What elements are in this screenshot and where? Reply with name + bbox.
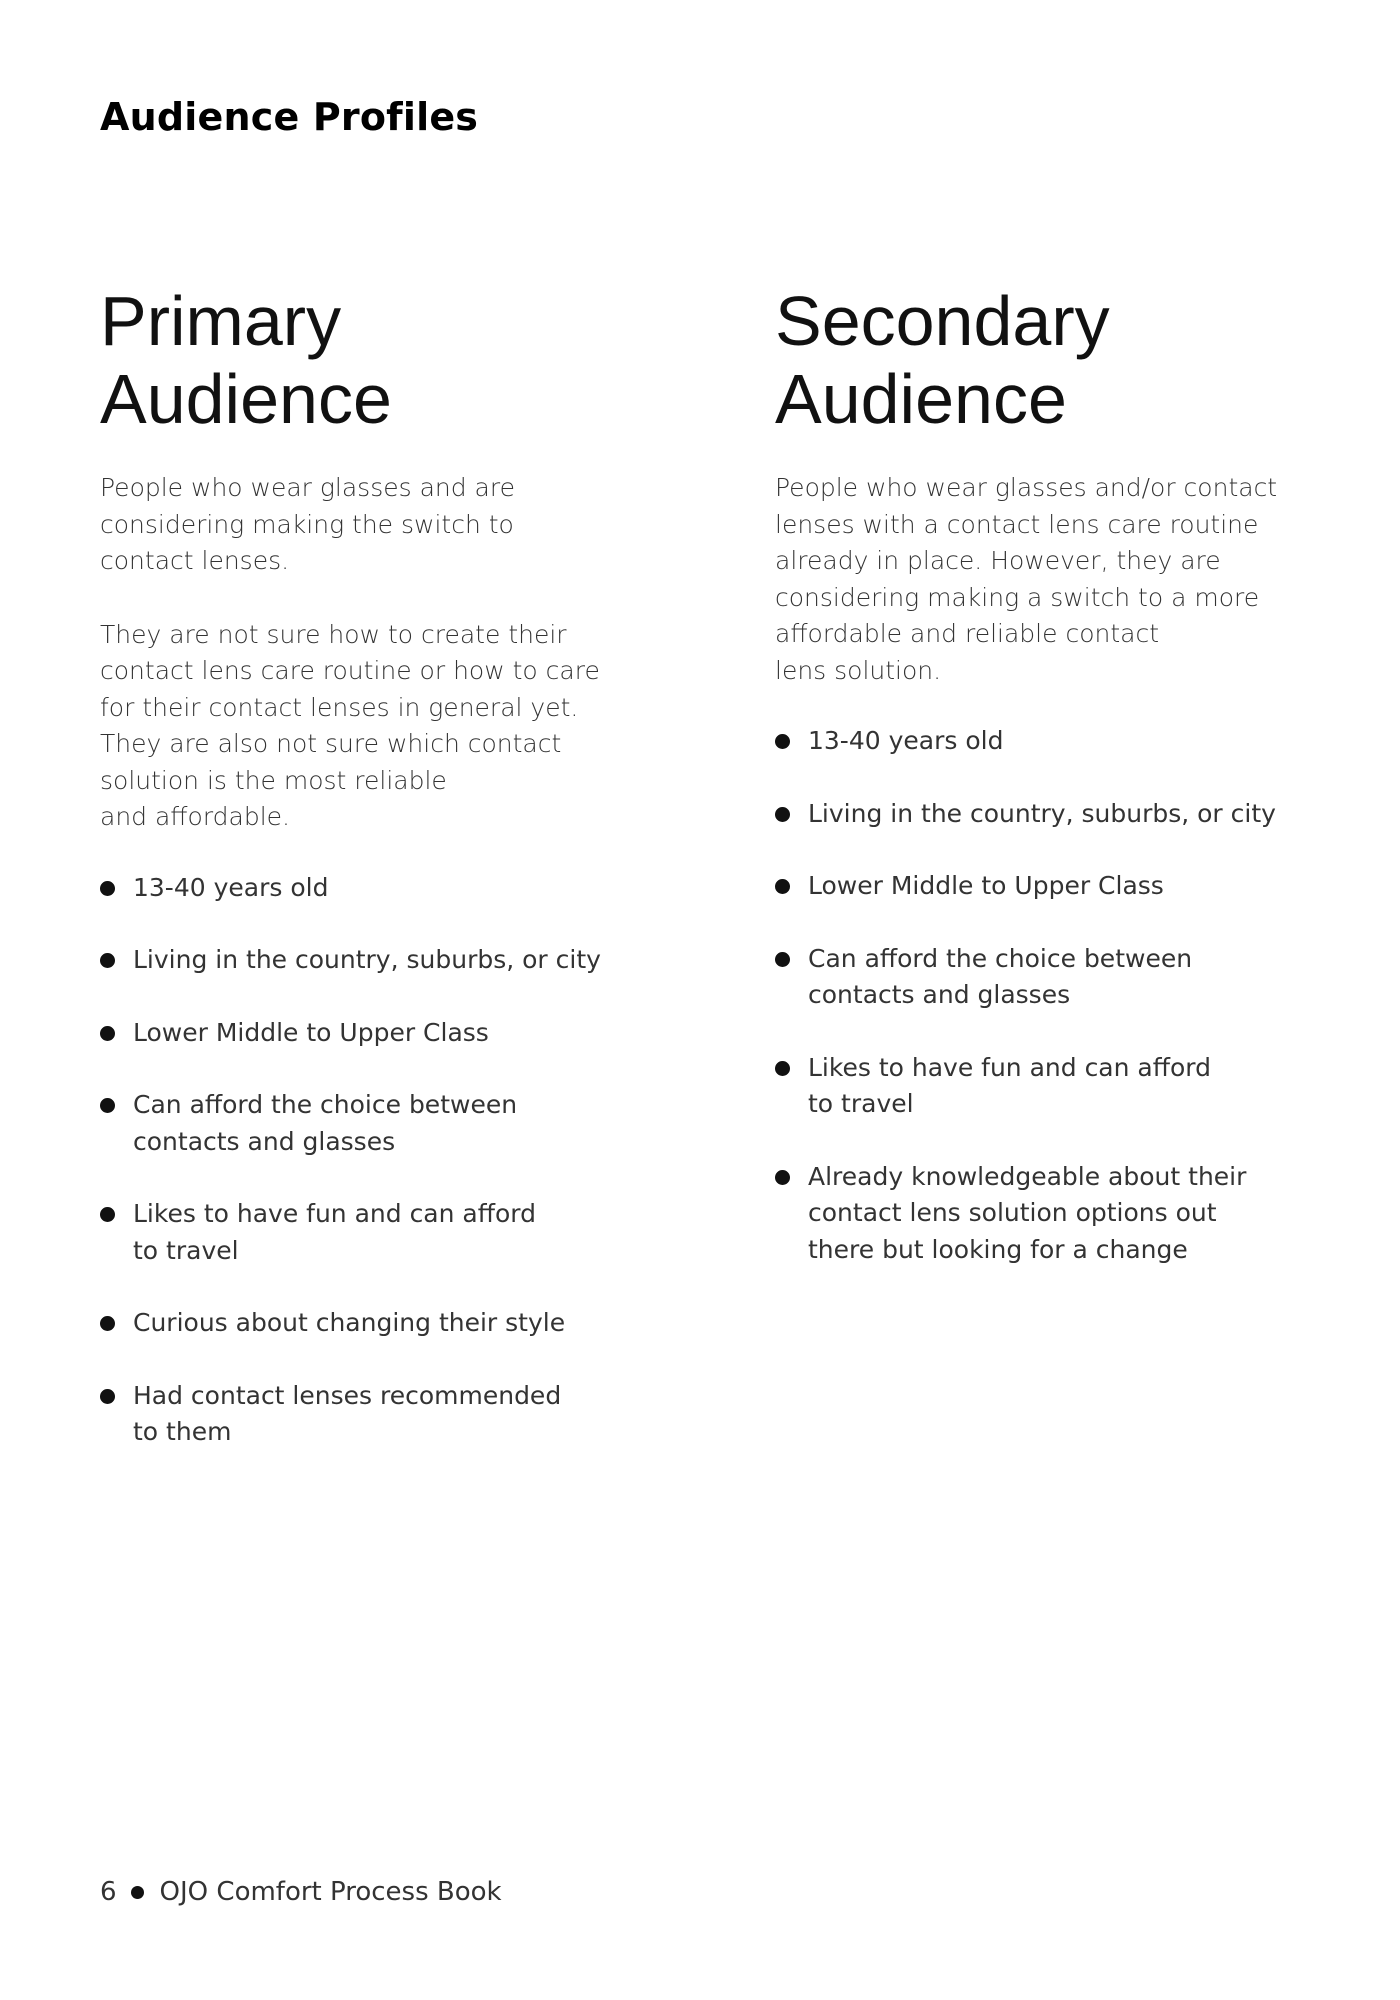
secondary-audience-title xyxy=(775,282,1335,438)
primary-title-line2: Audience xyxy=(100,360,392,438)
list-item xyxy=(100,1378,660,1451)
list-item xyxy=(100,1196,660,1269)
primary-audience-section xyxy=(100,282,660,1487)
bullet-dot-icon xyxy=(100,1389,115,1404)
secondary-bullet-list xyxy=(775,723,1335,1268)
list-item-text: Lower Middle to Upper Class xyxy=(133,1017,489,1047)
secondary-paragraph-1: People who wear glasses and/or contact lenses with a contact lens care routine already in place. However, they are considering making a switch to a more affordable and reliable contact lens solution. xyxy=(775,473,1278,685)
list-item-text: Likes to have fun and can afford to travel xyxy=(133,1199,536,1265)
bullet-dot-icon xyxy=(100,881,115,896)
primary-audience-title xyxy=(100,282,660,438)
list-item xyxy=(100,870,660,907)
secondary-title-line1: Secondary xyxy=(775,282,1110,360)
list-item xyxy=(775,796,1335,833)
list-item xyxy=(100,1305,660,1342)
secondary-audience-section xyxy=(775,282,1335,1304)
list-item-text: Living in the country, suburbs, or city xyxy=(808,798,1276,828)
bullet-dot-icon xyxy=(100,1207,115,1222)
page-title: Audience Profiles xyxy=(100,95,479,139)
bullet-dot-icon xyxy=(775,1170,790,1185)
bullet-dot-icon xyxy=(775,1061,790,1076)
bullet-dot-icon xyxy=(100,1316,115,1331)
list-item-text: Likes to have fun and can afford to travel xyxy=(808,1052,1211,1118)
list-item-text: 13-40 years old xyxy=(808,726,1004,755)
page-number: 6 xyxy=(100,1877,117,1907)
bullet-dot-icon xyxy=(775,952,790,967)
page-footer xyxy=(100,1874,502,1910)
bullet-dot-icon xyxy=(775,879,790,894)
list-item-text: Can afford the choice between contacts and glasses xyxy=(133,1090,518,1156)
primary-bullet-list xyxy=(100,870,660,1451)
list-item xyxy=(775,1050,1335,1123)
list-item xyxy=(100,942,660,979)
book-title: OJO Comfort Process Book xyxy=(159,1877,502,1907)
bullet-dot-icon xyxy=(100,953,115,968)
bullet-dot-icon xyxy=(100,1098,115,1113)
primary-paragraph-1: People who wear glasses and are considering making the switch to contact lenses. xyxy=(100,473,515,575)
secondary-title-line2: Audience xyxy=(775,360,1067,438)
primary-paragraph-2: They are not sure how to create their contact lens care routine or how to care for their contact lenses in general yet. They are also not sure which contact solution is the most reliable and affordable. xyxy=(100,619,600,831)
list-item-text: Already knowledgeable about their contact lens solution options out there but looking for a change xyxy=(808,1161,1247,1264)
list-item xyxy=(775,1159,1335,1269)
list-item xyxy=(100,1087,660,1160)
list-item-text: Living in the country, suburbs, or city xyxy=(133,945,601,974)
list-item-text: Curious about changing their style xyxy=(133,1308,566,1337)
bullet-dot-icon xyxy=(775,807,790,822)
primary-title-line1: Primary xyxy=(100,282,342,360)
list-item-text: Can afford the choice between contacts and glasses xyxy=(808,943,1193,1009)
list-item xyxy=(775,941,1335,1014)
list-item xyxy=(100,1015,660,1052)
list-item-text: Had contact lenses recommended to them xyxy=(133,1380,562,1446)
list-item-text: 13-40 years old xyxy=(133,872,329,902)
list-item-text: Lower Middle to Upper Class xyxy=(808,871,1164,900)
bullet-dot-icon xyxy=(775,734,790,749)
footer-dot-icon xyxy=(131,1886,144,1899)
list-item xyxy=(775,723,1335,760)
bullet-dot-icon xyxy=(100,1026,115,1041)
list-item xyxy=(775,868,1335,905)
